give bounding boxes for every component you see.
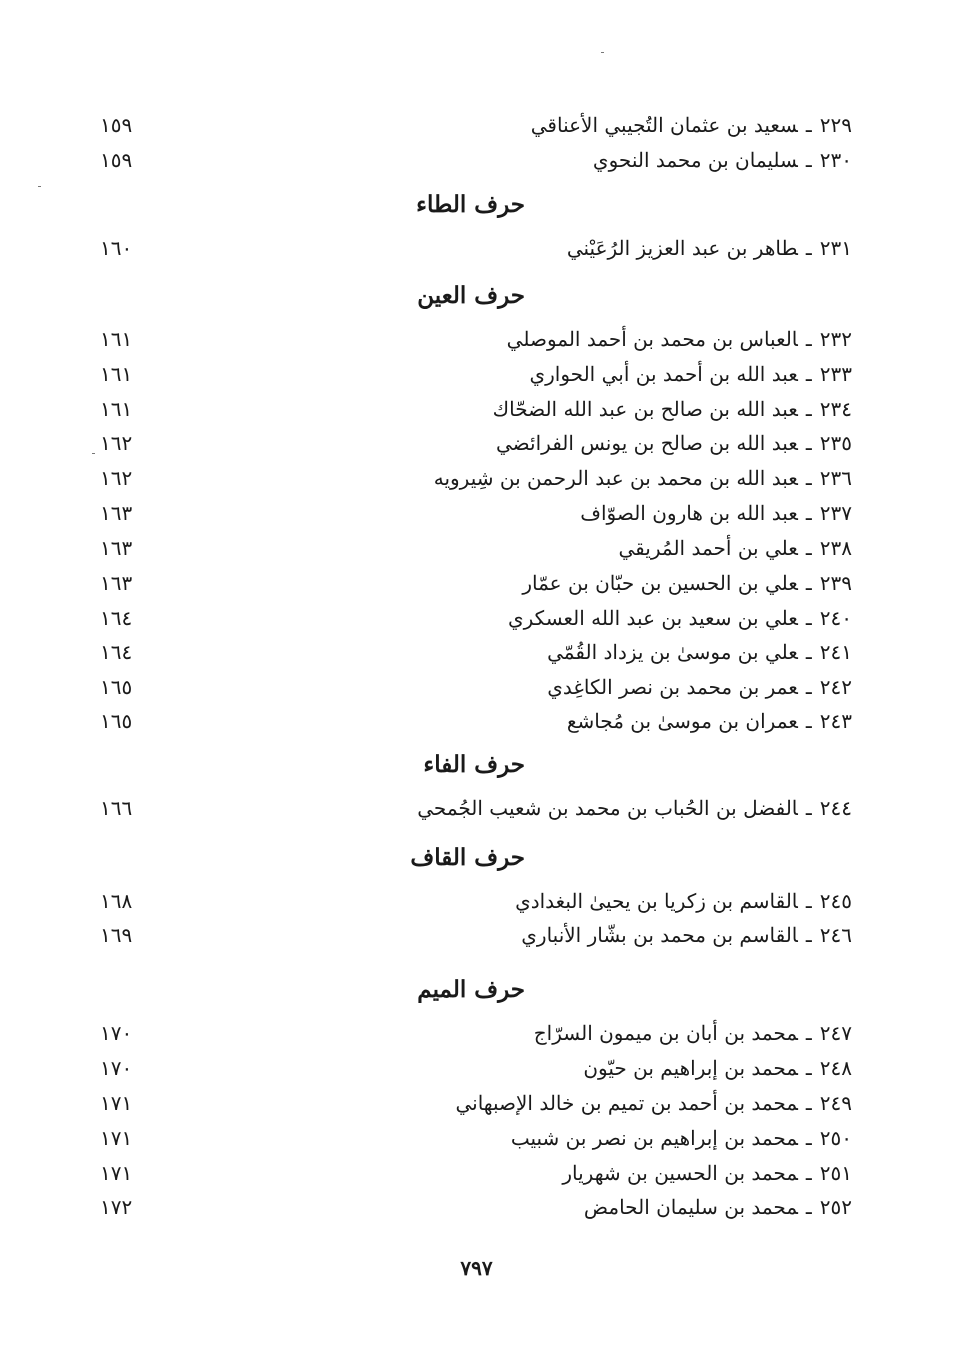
entry-text xyxy=(511,1121,852,1155)
entry-name: العباس بن محمد بن أحمد الموصلي xyxy=(506,327,798,351)
section-heading: حرف الميم xyxy=(417,976,525,1003)
entry-text xyxy=(583,1051,852,1085)
entry-text xyxy=(593,143,852,177)
entry-page-number: ١٦٦ xyxy=(100,796,133,820)
index-entry xyxy=(100,531,852,565)
entry-number: ٢٤٩ xyxy=(819,1091,852,1115)
entry-separator: ـ xyxy=(805,675,812,699)
entry-number: ٢٣١ xyxy=(819,236,852,260)
entry-page-number: ١٦٥ xyxy=(100,675,133,699)
entry-separator: ـ xyxy=(805,501,812,525)
index-entry xyxy=(100,357,852,391)
entry-page-number: ١٦٤ xyxy=(100,606,133,630)
entry-page-number: ١٦٥ xyxy=(100,709,133,733)
entry-text xyxy=(455,1086,852,1120)
entry-text xyxy=(619,531,852,565)
entry-page-number: ١٦٣ xyxy=(100,536,133,560)
entry-separator: ـ xyxy=(805,536,812,560)
entry-text xyxy=(547,635,852,669)
entry-name: محمد بن الحسين بن شهريار xyxy=(562,1161,798,1185)
entry-name: طاهر بن عبد العزيز الرُعَيْني xyxy=(566,236,798,260)
entry-text xyxy=(580,496,852,530)
entry-number: ٢٣٩ xyxy=(819,571,852,595)
entry-number: ٢٤٧ xyxy=(819,1021,852,1045)
entry-separator: ـ xyxy=(805,431,812,455)
entry-name: عبد الله بن هارون الصوّاف xyxy=(580,501,798,525)
entry-name: عبد الله بن صالح بن يونس الفرائضي xyxy=(496,431,798,455)
entry-separator: ـ xyxy=(805,1056,812,1080)
entry-number: ٢٤٥ xyxy=(819,889,852,913)
index-entry xyxy=(100,496,852,530)
entry-name: محمد بن إبراهيم بن نصر بن شبيب xyxy=(510,1126,798,1150)
entry-separator: ـ xyxy=(805,640,812,664)
entry-number: ٢٣٢ xyxy=(819,327,852,351)
entry-separator: ـ xyxy=(805,889,812,913)
entry-name: القاسم بن زكريا بن يحيىٰ البغدادي xyxy=(515,889,798,913)
entry-page-number: ١٦٨ xyxy=(100,889,133,913)
entry-number: ٢٣٧ xyxy=(819,501,852,525)
entry-separator: ـ xyxy=(805,709,812,733)
entry-name: محمد بن أبان بن ميمون السرّاج xyxy=(533,1021,798,1045)
entry-text xyxy=(547,670,852,704)
entry-page-number: ١٧٠ xyxy=(100,1056,133,1080)
entry-number: ٢٢٩ xyxy=(819,113,852,137)
index-entry xyxy=(100,670,852,704)
entry-page-number: ١٦٤ xyxy=(100,640,133,664)
index-entry xyxy=(100,143,852,177)
index-entry xyxy=(100,1051,852,1085)
index-entry xyxy=(100,1121,852,1155)
index-entry xyxy=(100,108,852,142)
entry-separator: ـ xyxy=(805,466,812,490)
entry-separator: ـ xyxy=(805,606,812,630)
entry-text xyxy=(562,1156,852,1190)
entry-separator: ـ xyxy=(805,1195,812,1219)
entry-number: ٢٤٤ xyxy=(819,796,852,820)
entry-number: ٢٣٥ xyxy=(819,431,852,455)
entry-page-number: ١٦٩ xyxy=(100,923,133,947)
entry-separator: ـ xyxy=(805,1021,812,1045)
index-entry xyxy=(100,1156,852,1190)
entry-separator: ـ xyxy=(805,1091,812,1115)
entry-page-number: ١٦٣ xyxy=(100,571,133,595)
index-entry xyxy=(100,884,852,918)
entry-text xyxy=(529,357,852,391)
entry-page-number: ١٦٢ xyxy=(100,431,133,455)
entry-text xyxy=(522,566,852,600)
entry-page-number: ١٥٩ xyxy=(100,113,133,137)
entry-separator: ـ xyxy=(805,923,812,947)
entry-page-number: ١٧١ xyxy=(100,1161,133,1185)
entry-name: علي بن الحسين بن حبّان بن عمّار xyxy=(522,571,798,595)
entry-name: علي بن موسىٰ بن يزداد القُمّي xyxy=(547,640,798,664)
entry-separator: ـ xyxy=(805,148,812,172)
entry-separator: ـ xyxy=(805,113,812,137)
entry-name: عبد الله بن محمد بن عبد الرحمن بن شِيرويه xyxy=(433,466,798,490)
entry-text xyxy=(531,108,852,142)
entry-name: الفضل بن الحُباب بن محمد بن شعيب الجُمحي xyxy=(417,796,798,820)
index-entry xyxy=(100,461,852,495)
entry-name: محمد بن إبراهيم بن حيّون xyxy=(583,1056,798,1080)
index-entry xyxy=(100,791,852,825)
entry-text xyxy=(493,392,852,426)
entry-separator: ـ xyxy=(805,327,812,351)
entry-text xyxy=(496,426,852,460)
section-heading: حرف الطاء xyxy=(416,191,525,218)
entry-name: سعيد بن عثمان التُجيبي الأعناقي xyxy=(530,113,798,137)
top-speck xyxy=(601,52,604,53)
entry-number: ٢٥٢ xyxy=(819,1195,852,1219)
index-entry xyxy=(100,635,852,669)
left-speck-2 xyxy=(92,453,95,454)
entry-number: ٢٥١ xyxy=(819,1161,852,1185)
entry-name: علي بن سعيد بن عبد الله العسكري xyxy=(507,606,798,630)
entry-number: ٢٤٠ xyxy=(819,606,852,630)
entry-page-number: ١٦٣ xyxy=(100,501,133,525)
index-entry xyxy=(100,426,852,460)
entry-page-number: ١٧٢ xyxy=(100,1195,133,1219)
entry-text xyxy=(508,601,852,635)
section-heading: حرف القاف xyxy=(410,844,525,871)
entry-number: ٢٤٢ xyxy=(819,675,852,699)
entry-page-number: ١٦٢ xyxy=(100,466,133,490)
index-entry xyxy=(100,322,852,356)
entry-page-number: ١٧٠ xyxy=(100,1021,133,1045)
entry-name: سليمان بن محمد النحوي xyxy=(592,148,798,172)
entry-number: ٢٤٨ xyxy=(819,1056,852,1080)
entry-number: ٢٣٣ xyxy=(819,362,852,386)
index-entry xyxy=(100,566,852,600)
entry-separator: ـ xyxy=(805,1161,812,1185)
entry-number: ٢٣٤ xyxy=(819,397,852,421)
entry-text xyxy=(567,704,852,738)
entry-separator: ـ xyxy=(805,796,812,820)
entry-name: عبد الله بن صالح بن عبد الله الضحّاك xyxy=(492,397,798,421)
entry-page-number: ١٥٩ xyxy=(100,148,133,172)
entry-separator: ـ xyxy=(805,362,812,386)
entry-page-number: ١٦١ xyxy=(100,397,133,421)
entry-number: ٢٣٨ xyxy=(819,536,852,560)
entry-text xyxy=(521,918,852,952)
index-entry xyxy=(100,1086,852,1120)
entry-separator: ـ xyxy=(805,571,812,595)
index-entry xyxy=(100,1016,852,1050)
left-speck xyxy=(38,186,41,187)
entry-text xyxy=(507,322,852,356)
index-entry xyxy=(100,231,852,265)
index-entry xyxy=(100,704,852,738)
entry-page-number: ١٦١ xyxy=(100,327,133,351)
entry-name: علي بن أحمد المُريقي xyxy=(618,536,798,560)
entry-separator: ـ xyxy=(805,1126,812,1150)
entry-page-number: ١٦١ xyxy=(100,362,133,386)
entry-name: عمر بن محمد بن نصر الكاغِدي xyxy=(547,675,798,699)
entry-page-number: ١٦٠ xyxy=(100,236,133,260)
entry-separator: ـ xyxy=(805,236,812,260)
entry-number: ٢٣٠ xyxy=(819,148,852,172)
entry-text xyxy=(567,231,852,265)
page-number: ٧٩٧ xyxy=(460,1256,493,1280)
section-heading: حرف العين xyxy=(417,282,525,309)
entry-number: ٢٤٣ xyxy=(819,709,852,733)
entry-name: عمران بن موسىٰ بن مُجاشع xyxy=(566,709,798,733)
section-heading: حرف الفاء xyxy=(423,751,525,778)
index-entry xyxy=(100,601,852,635)
entry-text xyxy=(434,461,852,495)
entry-text xyxy=(534,1016,852,1050)
entry-number: ٢٤١ xyxy=(819,640,852,664)
index-entry xyxy=(100,918,852,952)
entry-text xyxy=(417,791,852,825)
index-entry xyxy=(100,392,852,426)
entry-text xyxy=(515,884,852,918)
entry-page-number: ١٧١ xyxy=(100,1091,133,1115)
entry-number: ٢٤٦ xyxy=(819,923,852,947)
entry-text xyxy=(584,1190,852,1224)
entry-name: محمد بن أحمد بن تميم بن خالد الإصبهاني xyxy=(455,1091,798,1115)
entry-separator: ـ xyxy=(805,397,812,421)
entry-name: محمد بن سليمان الحامض xyxy=(583,1195,798,1219)
index-entry xyxy=(100,1190,852,1224)
entry-number: ٢٥٠ xyxy=(819,1126,852,1150)
entry-name: القاسم بن محمد بن بشّار الأنباري xyxy=(521,923,798,947)
entry-number: ٢٣٦ xyxy=(819,466,852,490)
entry-page-number: ١٧١ xyxy=(100,1126,133,1150)
entry-name: عبد الله بن أحمد بن أبي الحواري xyxy=(529,362,798,386)
